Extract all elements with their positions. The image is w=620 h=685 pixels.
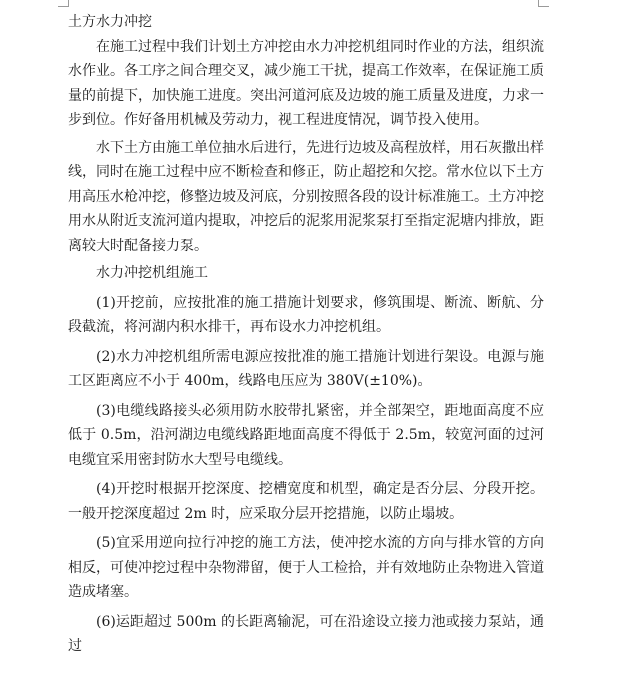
list-item: (2)水力冲挖机组所需电源应按批准的施工措施计划进行架设。电源与施工区距离应不小于 400m，线路电压应为 380V(±10%)。 xyxy=(68,348,544,389)
paragraph: 水下土方由施工单位抽水后进行，先进行边坡及高程放样，用石灰撒出样线，同时在施工过程中应不断检查和修正，防止超挖和欠挖。常水位以下土方用高压水枪冲挖，修整边坡及河底，分别按照各段的设计标准施工。土方冲挖用水从附近支流河道内提取，冲挖后的泥浆用泥浆泵打至指定泥塘内排放，距离较大时配备接力泵。 xyxy=(68,139,544,254)
list-item: (4)开挖时根据开挖深度、挖槽宽度和机型，确定是否分层、分段开挖。一般开挖深度超过 2m 时，应采取分层开挖措施，以防止塌坡。 xyxy=(68,481,544,522)
subsection-heading: 水力冲挖机组施工 xyxy=(96,265,208,281)
list-item: (1)开挖前，应按批准的施工措施计划要求，修筑围堤、断流、断航、分段截流，将河湖内积水排干，再布设水力冲挖机组。 xyxy=(68,294,544,335)
document-body xyxy=(68,10,544,659)
list-item: (5)宜采用逆向拉行冲挖的施工方法，使冲挖水流的方向与排水管的方向相反，可使冲挖过程中杂物滞留，便于人工检拾，并有效地防止杂物进入管道造成堵塞。 xyxy=(68,535,544,600)
paragraph: 在施工过程中我们计划土方冲挖由水力冲挖机组同时作业的方法，组织流水作业。各工序之间合理交叉，减少施工干扰，提高工作效率，在保证施工质量的前提下，加快施工进度。突出河道河底及边坡的施工质量及进度，力求一步到位。作好备用机械及劳动力，视工程进度情况，调节投入使用。 xyxy=(68,38,544,128)
crop-mark-left xyxy=(58,0,69,7)
list-item: (6)运距超过 500m 的长距离输泥，可在沿途设立接力池或接力泵站，通过 xyxy=(68,613,544,654)
crop-mark-right xyxy=(538,0,549,7)
section-heading: 土方水力冲挖 xyxy=(68,14,152,30)
list-item: (3)电缆线路接头必须用防水胶带扎紧密，并全部架空，距地面高度不应低于 0.5m，沿河湖边电缆线路距地面高度不得低于 2.5m，较宽河面的过河电缆宜采用密封防水大型号电缆线。 xyxy=(68,402,544,468)
